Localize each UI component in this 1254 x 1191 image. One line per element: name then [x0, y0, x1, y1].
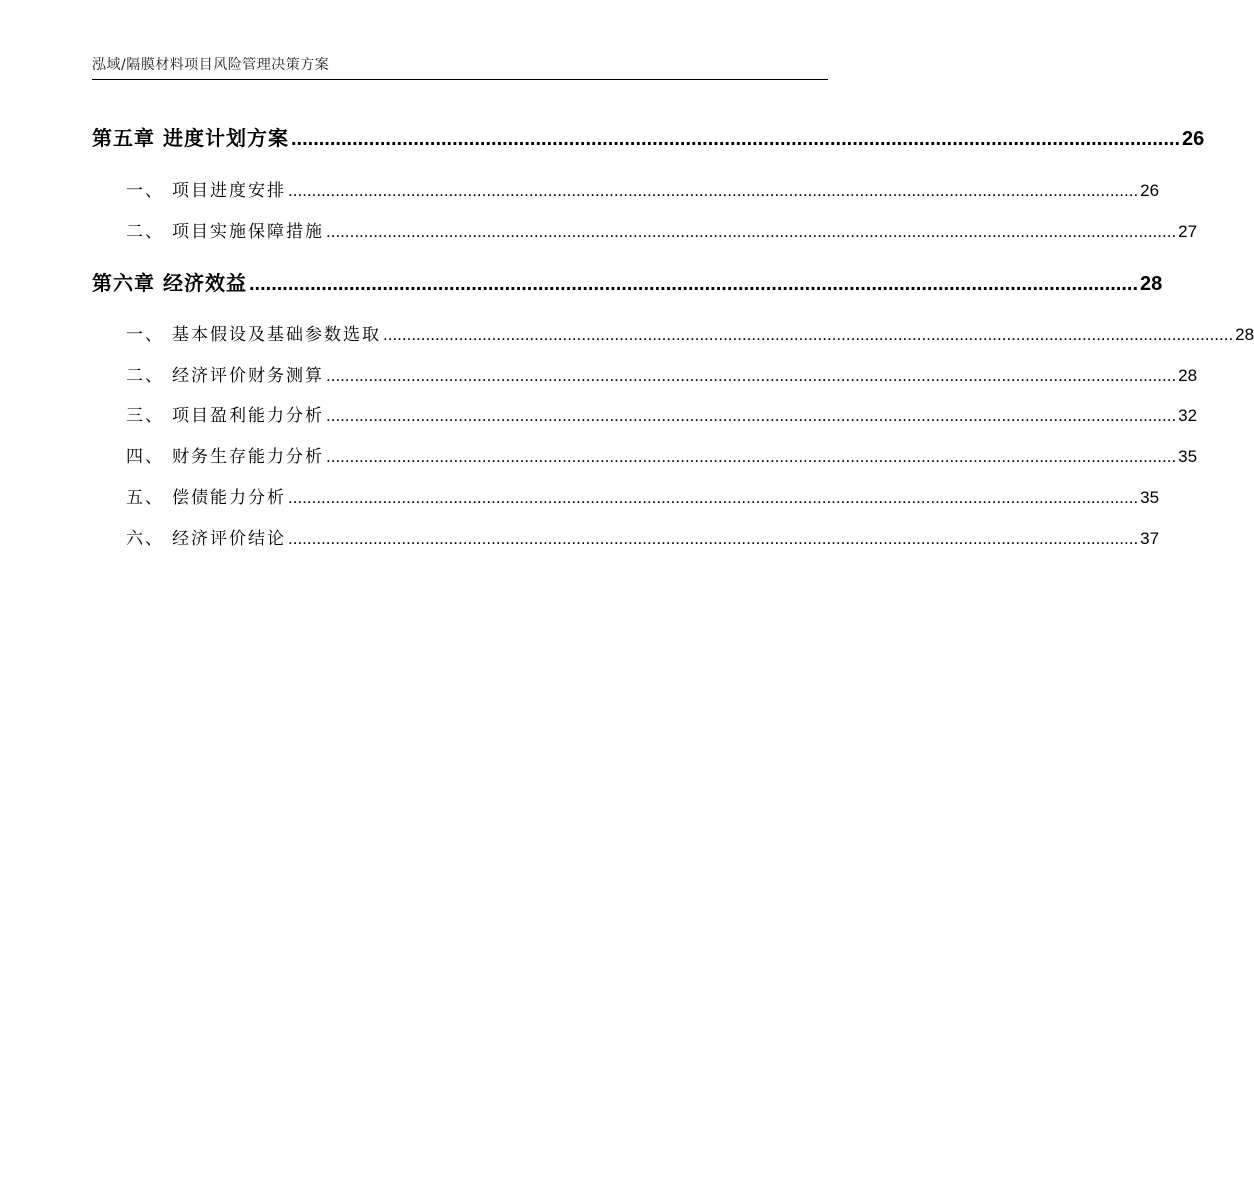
toc-dot-leader: ....................................................................................................................................................................................	[288, 488, 1139, 507]
toc-chapter-5[interactable]	[92, 122, 1205, 151]
toc-dot-leader: ....................................................................................................................................................................................	[288, 529, 1139, 548]
toc-section-number: 一、	[126, 325, 164, 345]
toc-section-6-4[interactable]	[126, 442, 1198, 467]
toc-section-6-2[interactable]	[126, 361, 1198, 386]
toc-page-number: 28	[1178, 366, 1198, 385]
toc-section-title: 经济评价结论	[172, 529, 286, 549]
running-header: 泓域/隔膜材料项目风险管理决策方案	[92, 57, 330, 73]
toc-page-number: 27	[1178, 222, 1198, 241]
toc-section-number: 四、	[126, 447, 164, 467]
toc-dot-leader: ....................................................................................................................................................................................	[326, 406, 1177, 425]
toc-page-number: 37	[1140, 529, 1160, 548]
toc-section-number: 二、	[126, 366, 164, 386]
toc-dot-leader: ................................................................................................................................................................	[290, 128, 1181, 150]
toc-section-5-2[interactable]	[126, 217, 1198, 242]
toc-dot-leader: ....................................................................................................................................................................................	[288, 181, 1139, 200]
toc-section-5-1[interactable]	[126, 176, 1160, 201]
toc-section-title: 基本假设及基础参数选取	[172, 325, 381, 345]
toc-chapter-title: 第六章 经济效益	[92, 271, 247, 295]
toc-section-number: 三、	[126, 406, 164, 426]
toc-section-title: 项目进度安排	[172, 181, 286, 201]
toc-page-number: 28	[1140, 273, 1163, 295]
toc-section-title: 项目盈利能力分析	[172, 406, 324, 426]
toc-section-6-6[interactable]	[126, 524, 1160, 549]
toc-page-number: 35	[1178, 447, 1198, 466]
toc-page-number: 26	[1140, 181, 1160, 200]
toc-dot-leader: ................................................................................................................................................................	[248, 273, 1139, 295]
toc-chapter-6[interactable]	[92, 267, 1163, 296]
toc-page-number: 35	[1140, 488, 1160, 507]
toc-section-title: 经济评价财务测算	[172, 366, 324, 386]
toc-section-number: 五、	[126, 488, 164, 508]
toc-section-title: 项目实施保障措施	[172, 222, 324, 242]
toc-section-number: 六、	[126, 529, 164, 549]
toc-section-number: 一、	[126, 181, 164, 201]
toc-page-number: 26	[1182, 128, 1205, 150]
toc-dot-leader: ....................................................................................................................................................................................	[383, 325, 1234, 344]
toc-section-title: 偿债能力分析	[172, 488, 286, 508]
toc-dot-leader: ....................................................................................................................................................................................	[326, 222, 1177, 241]
toc-dot-leader: ....................................................................................................................................................................................	[326, 447, 1177, 466]
toc-page-number: 32	[1178, 406, 1198, 425]
toc-section-number: 二、	[126, 222, 164, 242]
toc-section-6-5[interactable]	[126, 483, 1160, 508]
toc-section-title: 财务生存能力分析	[172, 447, 324, 467]
toc-section-6-1[interactable]	[126, 320, 1254, 345]
header-rule	[92, 79, 828, 80]
toc-section-6-3[interactable]	[126, 401, 1198, 426]
toc-chapter-title: 第五章 进度计划方案	[92, 126, 289, 150]
toc-dot-leader: ....................................................................................................................................................................................	[326, 366, 1177, 385]
toc-page-number: 28	[1235, 325, 1254, 344]
